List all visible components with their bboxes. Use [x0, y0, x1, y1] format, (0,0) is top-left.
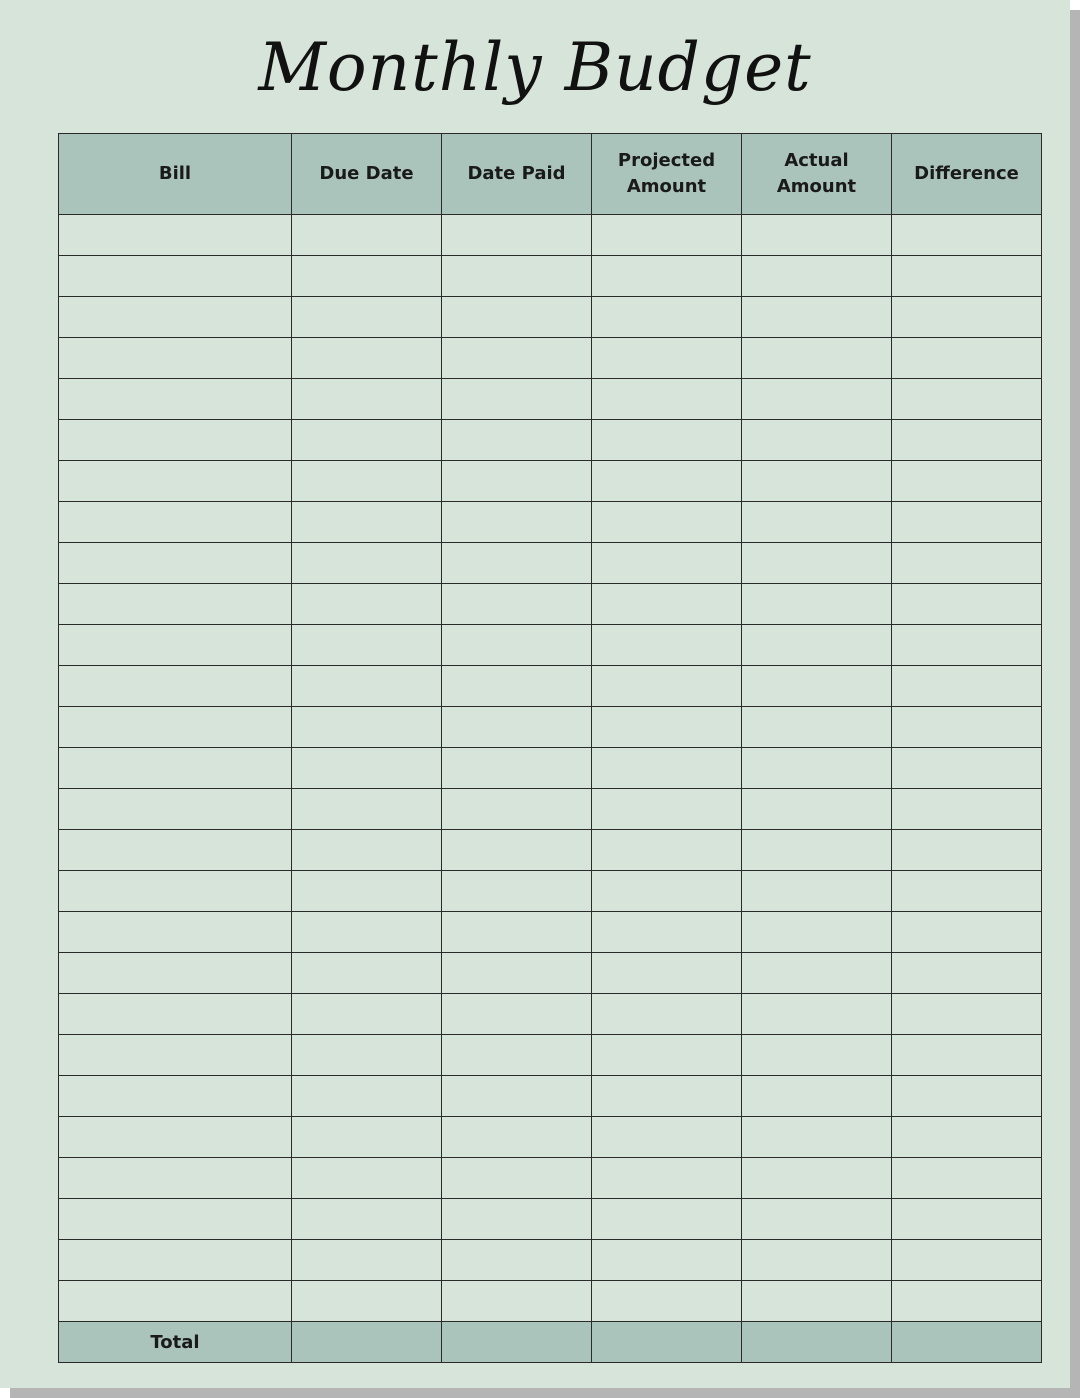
- due-date-cell[interactable]: [292, 789, 442, 830]
- table-row: [59, 297, 1042, 338]
- actual-amount-cell[interactable]: [742, 215, 892, 256]
- due-date-cell[interactable]: [292, 420, 442, 461]
- due-date-cell[interactable]: [292, 953, 442, 994]
- bill-cell[interactable]: [59, 502, 292, 543]
- date-paid-cell[interactable]: [442, 1158, 592, 1199]
- projected-amount-cell[interactable]: [592, 584, 742, 625]
- projected-amount-cell[interactable]: [592, 666, 742, 707]
- column-header-difference: Difference: [892, 134, 1042, 215]
- date-paid-cell[interactable]: [442, 584, 592, 625]
- bill-cell[interactable]: [59, 338, 292, 379]
- date-paid-cell[interactable]: [442, 830, 592, 871]
- actual-amount-cell[interactable]: [742, 789, 892, 830]
- projected-amount-cell[interactable]: [592, 1281, 742, 1322]
- projected-amount-cell[interactable]: [592, 338, 742, 379]
- projected-amount-cell[interactable]: [592, 1117, 742, 1158]
- due-date-cell[interactable]: [292, 871, 442, 912]
- table-row: [59, 379, 1042, 420]
- table-row: [59, 215, 1042, 256]
- due-date-cell[interactable]: [292, 1240, 442, 1281]
- bill-cell[interactable]: [59, 1035, 292, 1076]
- actual-amount-cell[interactable]: [742, 1240, 892, 1281]
- bill-cell[interactable]: [59, 789, 292, 830]
- projected-amount-cell[interactable]: [592, 748, 742, 789]
- difference-cell[interactable]: [892, 748, 1042, 789]
- bill-cell[interactable]: [59, 543, 292, 584]
- actual-amount-cell[interactable]: [742, 379, 892, 420]
- due-date-cell[interactable]: [292, 707, 442, 748]
- actual-amount-cell[interactable]: [742, 461, 892, 502]
- projected-amount-cell[interactable]: [592, 1240, 742, 1281]
- difference-cell[interactable]: [892, 215, 1042, 256]
- actual-amount-cell[interactable]: [742, 1076, 892, 1117]
- actual-amount-cell[interactable]: [742, 1199, 892, 1240]
- table-row: [59, 1035, 1042, 1076]
- bill-cell[interactable]: [59, 584, 292, 625]
- projected-amount-cell[interactable]: [592, 543, 742, 584]
- difference-cell[interactable]: [892, 584, 1042, 625]
- difference-cell[interactable]: [892, 1199, 1042, 1240]
- due-date-cell[interactable]: [292, 994, 442, 1035]
- table-row: [59, 584, 1042, 625]
- difference-cell[interactable]: [892, 1117, 1042, 1158]
- due-date-cell[interactable]: [292, 297, 442, 338]
- difference-cell[interactable]: [892, 707, 1042, 748]
- difference-cell[interactable]: [892, 461, 1042, 502]
- table-row: [59, 994, 1042, 1035]
- total-label: Total: [59, 1322, 292, 1363]
- projected-amount-cell[interactable]: [592, 420, 742, 461]
- table-row: [59, 1281, 1042, 1322]
- due-date-cell[interactable]: [292, 1035, 442, 1076]
- bill-cell[interactable]: [59, 297, 292, 338]
- date-paid-cell[interactable]: [442, 1035, 592, 1076]
- difference-cell[interactable]: [892, 338, 1042, 379]
- table-row: [59, 666, 1042, 707]
- actual-amount-cell[interactable]: [742, 297, 892, 338]
- table-row: [59, 1158, 1042, 1199]
- bill-cell[interactable]: [59, 707, 292, 748]
- difference-cell[interactable]: [892, 994, 1042, 1035]
- date-paid-cell[interactable]: [442, 502, 592, 543]
- due-date-cell[interactable]: [292, 256, 442, 297]
- table-row: [59, 871, 1042, 912]
- due-date-cell[interactable]: [292, 1158, 442, 1199]
- bill-cell[interactable]: [59, 1158, 292, 1199]
- due-date-cell[interactable]: [292, 543, 442, 584]
- bill-cell[interactable]: [59, 379, 292, 420]
- difference-cell[interactable]: [892, 1281, 1042, 1322]
- projected-amount-cell[interactable]: [592, 297, 742, 338]
- actual-amount-cell[interactable]: [742, 256, 892, 297]
- date-paid-cell[interactable]: [442, 912, 592, 953]
- due-date-cell[interactable]: [292, 1199, 442, 1240]
- table-row: [59, 1199, 1042, 1240]
- actual-amount-cell[interactable]: [742, 871, 892, 912]
- table-row: [59, 543, 1042, 584]
- table-row: [59, 707, 1042, 748]
- difference-cell[interactable]: [892, 830, 1042, 871]
- date-paid-cell[interactable]: [442, 297, 592, 338]
- actual-amount-cell[interactable]: [742, 1281, 892, 1322]
- due-date-cell[interactable]: [292, 625, 442, 666]
- due-date-cell[interactable]: [292, 748, 442, 789]
- projected-amount-cell[interactable]: [592, 789, 742, 830]
- total-projected-cell[interactable]: [592, 1322, 742, 1363]
- date-paid-cell[interactable]: [442, 707, 592, 748]
- header-row: [59, 134, 1042, 215]
- date-paid-cell[interactable]: [442, 1240, 592, 1281]
- date-paid-cell[interactable]: [442, 338, 592, 379]
- total-row: [59, 1322, 1042, 1363]
- actual-amount-cell[interactable]: [742, 420, 892, 461]
- projected-amount-cell[interactable]: [592, 953, 742, 994]
- table-row: [59, 461, 1042, 502]
- bill-cell[interactable]: [59, 256, 292, 297]
- date-paid-cell[interactable]: [442, 1281, 592, 1322]
- date-paid-cell[interactable]: [442, 953, 592, 994]
- bill-cell[interactable]: [59, 912, 292, 953]
- actual-amount-cell[interactable]: [742, 625, 892, 666]
- actual-amount-cell[interactable]: [742, 543, 892, 584]
- due-date-cell[interactable]: [292, 584, 442, 625]
- due-date-cell[interactable]: [292, 379, 442, 420]
- due-date-cell[interactable]: [292, 1281, 442, 1322]
- actual-amount-cell[interactable]: [742, 584, 892, 625]
- due-date-cell[interactable]: [292, 502, 442, 543]
- total-due-date-cell[interactable]: [292, 1322, 442, 1363]
- table-row: [59, 338, 1042, 379]
- projected-amount-cell[interactable]: [592, 830, 742, 871]
- difference-cell[interactable]: [892, 379, 1042, 420]
- bill-cell[interactable]: [59, 215, 292, 256]
- column-header-bill: Bill: [59, 134, 292, 215]
- table-row: [59, 420, 1042, 461]
- table-row: [59, 912, 1042, 953]
- projected-amount-cell[interactable]: [592, 379, 742, 420]
- date-paid-cell[interactable]: [442, 871, 592, 912]
- actual-amount-cell[interactable]: [742, 1035, 892, 1076]
- date-paid-cell[interactable]: [442, 994, 592, 1035]
- difference-cell[interactable]: [892, 1076, 1042, 1117]
- date-paid-cell[interactable]: [442, 420, 592, 461]
- table-row: [59, 830, 1042, 871]
- date-paid-cell[interactable]: [442, 461, 592, 502]
- date-paid-cell[interactable]: [442, 1076, 592, 1117]
- table-row: [59, 625, 1042, 666]
- column-header-projected-amount: Projected Amount: [592, 134, 742, 215]
- bill-cell[interactable]: [59, 625, 292, 666]
- difference-cell[interactable]: [892, 625, 1042, 666]
- total-actual-cell[interactable]: [742, 1322, 892, 1363]
- table-row: [59, 1240, 1042, 1281]
- due-date-cell[interactable]: [292, 1076, 442, 1117]
- projected-amount-cell[interactable]: [592, 871, 742, 912]
- table-row: [59, 1076, 1042, 1117]
- bill-cell[interactable]: [59, 1117, 292, 1158]
- actual-amount-cell[interactable]: [742, 1117, 892, 1158]
- due-date-cell[interactable]: [292, 461, 442, 502]
- projected-amount-cell[interactable]: [592, 502, 742, 543]
- difference-cell[interactable]: [892, 1240, 1042, 1281]
- due-date-cell[interactable]: [292, 1117, 442, 1158]
- actual-amount-cell[interactable]: [742, 912, 892, 953]
- projected-amount-cell[interactable]: [592, 912, 742, 953]
- date-paid-cell[interactable]: [442, 379, 592, 420]
- due-date-cell[interactable]: [292, 338, 442, 379]
- total-date-paid-cell[interactable]: [442, 1322, 592, 1363]
- actual-amount-cell[interactable]: [742, 748, 892, 789]
- bill-cell[interactable]: [59, 830, 292, 871]
- projected-amount-cell[interactable]: [592, 1158, 742, 1199]
- projected-amount-cell[interactable]: [592, 1035, 742, 1076]
- bill-cell[interactable]: [59, 461, 292, 502]
- date-paid-cell[interactable]: [442, 789, 592, 830]
- difference-cell[interactable]: [892, 420, 1042, 461]
- actual-amount-cell[interactable]: [742, 707, 892, 748]
- bill-cell[interactable]: [59, 420, 292, 461]
- bill-cell[interactable]: [59, 871, 292, 912]
- table-row: [59, 256, 1042, 297]
- bill-cell[interactable]: [59, 994, 292, 1035]
- projected-amount-cell[interactable]: [592, 461, 742, 502]
- column-header-date-paid: Date Paid: [442, 134, 592, 215]
- date-paid-cell[interactable]: [442, 256, 592, 297]
- difference-cell[interactable]: [892, 543, 1042, 584]
- projected-amount-cell[interactable]: [592, 215, 742, 256]
- table-row: [59, 748, 1042, 789]
- table-row: [59, 1117, 1042, 1158]
- difference-cell[interactable]: [892, 666, 1042, 707]
- actual-amount-cell[interactable]: [742, 1158, 892, 1199]
- projected-amount-cell[interactable]: [592, 994, 742, 1035]
- difference-cell[interactable]: [892, 1158, 1042, 1199]
- difference-cell[interactable]: [892, 912, 1042, 953]
- projected-amount-cell[interactable]: [592, 1076, 742, 1117]
- difference-cell[interactable]: [892, 256, 1042, 297]
- due-date-cell[interactable]: [292, 830, 442, 871]
- actual-amount-cell[interactable]: [742, 994, 892, 1035]
- difference-cell[interactable]: [892, 502, 1042, 543]
- difference-cell[interactable]: [892, 953, 1042, 994]
- projected-amount-cell[interactable]: [592, 1199, 742, 1240]
- due-date-cell[interactable]: [292, 912, 442, 953]
- total-difference-cell[interactable]: [892, 1322, 1042, 1363]
- bill-cell[interactable]: [59, 666, 292, 707]
- actual-amount-cell[interactable]: [742, 666, 892, 707]
- page-title: Monthly Budget: [258, 29, 812, 106]
- column-header-actual-amount: Actual Amount: [742, 134, 892, 215]
- date-paid-cell[interactable]: [442, 215, 592, 256]
- column-header-due-date: Due Date: [292, 134, 442, 215]
- due-date-cell[interactable]: [292, 666, 442, 707]
- actual-amount-cell[interactable]: [742, 830, 892, 871]
- date-paid-cell[interactable]: [442, 543, 592, 584]
- date-paid-cell[interactable]: [442, 1117, 592, 1158]
- difference-cell[interactable]: [892, 871, 1042, 912]
- bill-cell[interactable]: [59, 1240, 292, 1281]
- difference-cell[interactable]: [892, 1035, 1042, 1076]
- projected-amount-cell[interactable]: [592, 256, 742, 297]
- table-row: [59, 502, 1042, 543]
- bill-cell[interactable]: [59, 1076, 292, 1117]
- difference-cell[interactable]: [892, 297, 1042, 338]
- table-row: [59, 953, 1042, 994]
- bill-cell[interactable]: [59, 953, 292, 994]
- actual-amount-cell[interactable]: [742, 338, 892, 379]
- due-date-cell[interactable]: [292, 215, 442, 256]
- bill-cell[interactable]: [59, 1199, 292, 1240]
- table-row: [59, 789, 1042, 830]
- date-paid-cell[interactable]: [442, 748, 592, 789]
- actual-amount-cell[interactable]: [742, 502, 892, 543]
- date-paid-cell[interactable]: [442, 625, 592, 666]
- projected-amount-cell[interactable]: [592, 625, 742, 666]
- date-paid-cell[interactable]: [442, 666, 592, 707]
- bill-cell[interactable]: [59, 1281, 292, 1322]
- bill-cell[interactable]: [59, 748, 292, 789]
- actual-amount-cell[interactable]: [742, 953, 892, 994]
- date-paid-cell[interactable]: [442, 1199, 592, 1240]
- budget-body: [59, 215, 1042, 1322]
- budget-table: [58, 133, 1042, 1363]
- difference-cell[interactable]: [892, 789, 1042, 830]
- projected-amount-cell[interactable]: [592, 707, 742, 748]
